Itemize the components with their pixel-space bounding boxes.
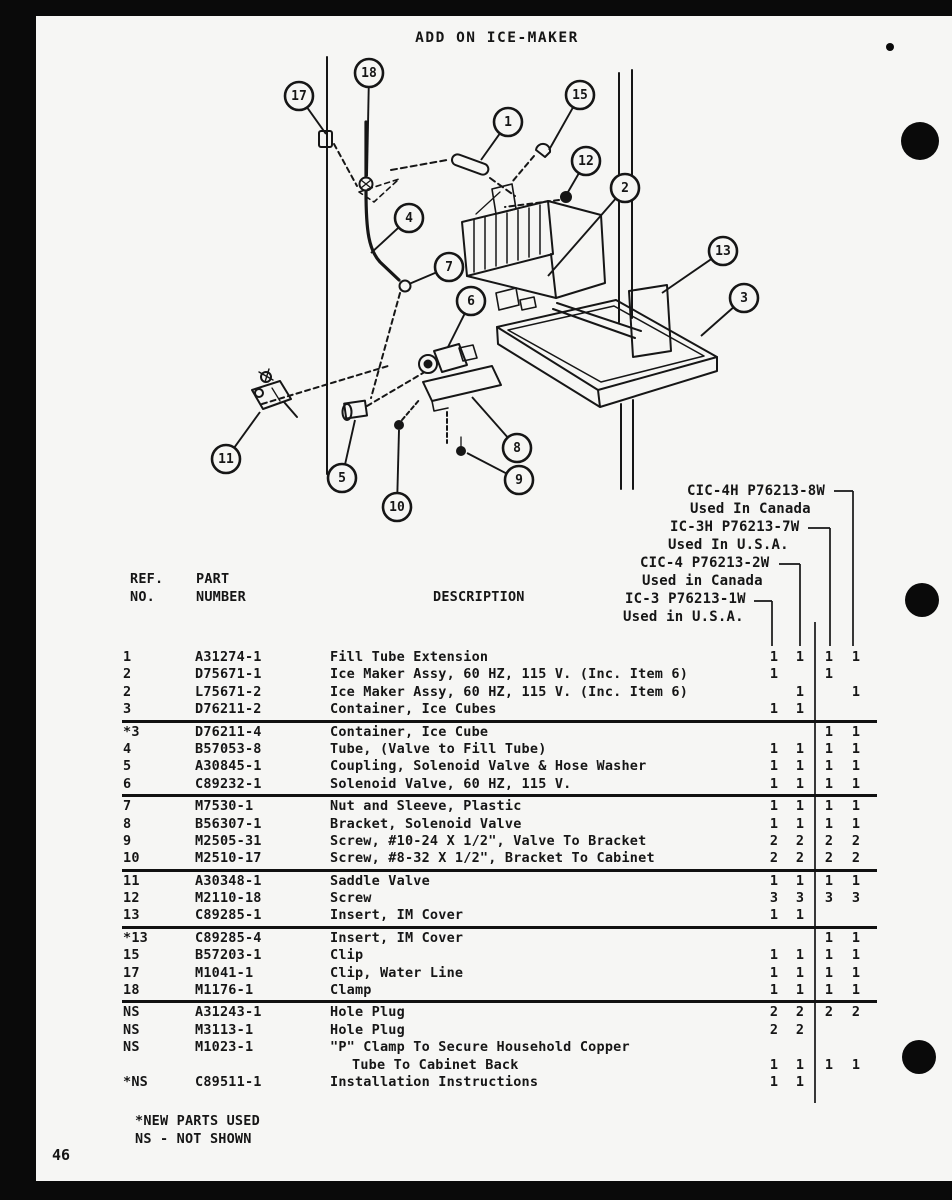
callout-number: 9	[515, 473, 523, 488]
cell-description: Tube, (Valve to Fill Tube)	[330, 740, 547, 757]
cell-qty-model-4: 1	[851, 947, 861, 964]
table-row	[122, 798, 879, 815]
cell-qty-model-4: 3	[851, 890, 861, 907]
cell-part-number: B57203-1	[195, 947, 262, 964]
callout-13	[662, 237, 737, 293]
im-cover-insert	[629, 285, 671, 357]
compression-nut	[400, 281, 411, 292]
table-row	[122, 890, 879, 907]
cell-part-number: M3113-1	[195, 1021, 254, 1038]
table-row	[122, 758, 879, 775]
cell-ref-no: NS	[123, 1004, 140, 1021]
cell-qty-model-3: 2	[824, 832, 834, 849]
cell-qty-model-1: 2	[769, 1004, 779, 1021]
callout-2	[548, 174, 639, 276]
cell-qty-model-4: 1	[851, 1056, 861, 1073]
screw-10	[395, 421, 403, 429]
cell-qty-model-3: 1	[824, 982, 834, 999]
cell-qty-model-1: 1	[769, 701, 779, 718]
cell-qty-model-4: 1	[851, 775, 861, 792]
table-row	[122, 816, 879, 833]
cell-qty-model-2: 1	[795, 740, 805, 757]
cell-part-number: D75671-1	[195, 666, 262, 683]
callout-leader-line	[448, 314, 465, 347]
cell-qty-model-3: 1	[824, 872, 834, 889]
cell-ref-no: 10	[123, 850, 140, 867]
cell-description: Tube To Cabinet Back	[352, 1056, 519, 1073]
cell-part-number: A30348-1	[195, 872, 262, 889]
cell-qty-model-1: 2	[769, 832, 779, 849]
cell-qty-model-4: 2	[851, 850, 861, 867]
cell-description: Insert, IM Cover	[330, 929, 464, 946]
callout-number: 12	[578, 154, 594, 169]
cell-description: Insert, IM Cover	[330, 907, 464, 924]
cell-ref-no: 13	[123, 907, 140, 924]
cell-qty-model-4: 1	[851, 964, 861, 981]
ice-cube-container	[497, 300, 717, 407]
cell-qty-model-2: 2	[795, 1021, 805, 1038]
col-header-description: DESCRIPTION	[433, 589, 525, 605]
cell-ref-no: 9	[123, 832, 132, 849]
cell-qty-model-1: 1	[769, 872, 779, 889]
page-title: ADD ON ICE-MAKER	[415, 30, 579, 46]
registration-dot	[902, 1040, 936, 1074]
cell-description: Installation Instructions	[330, 1073, 539, 1090]
table-row	[122, 776, 879, 793]
cell-description: Screw, #8-32 X 1/2", Bracket To Cabinet	[330, 850, 655, 867]
callout-number: 4	[405, 211, 413, 226]
registration-dot	[886, 43, 894, 51]
cell-qty-model-2: 1	[795, 1056, 805, 1073]
callout-1	[481, 108, 522, 160]
cell-description: Saddle Valve	[330, 872, 430, 889]
cell-qty-model-2: 1	[795, 907, 805, 924]
cabinet-right-edge	[619, 70, 633, 489]
callout-5	[328, 420, 356, 492]
ice-maker-assembly	[462, 184, 605, 310]
cell-qty-model-4: 1	[851, 649, 861, 665]
cell-qty-model-2: 1	[795, 758, 805, 775]
table-row	[122, 930, 879, 947]
callout-leader-line	[701, 307, 734, 336]
callout-leader-line	[367, 87, 369, 176]
table-row	[122, 701, 879, 718]
cell-ref-no: *3	[123, 723, 140, 740]
cell-ref-no: 11	[123, 872, 140, 889]
cell-qty-model-1: 1	[769, 798, 779, 815]
cell-ref-no: *13	[123, 929, 148, 946]
cell-qty-model-3: 1	[824, 666, 834, 683]
cell-part-number: C89511-1	[195, 1073, 262, 1090]
callout-number: 18	[361, 66, 377, 81]
cell-ref-no: 18	[123, 982, 140, 999]
cell-ref-no: 8	[123, 815, 132, 832]
cell-part-number: M1041-1	[195, 964, 254, 981]
cell-part-number: B56307-1	[195, 815, 262, 832]
callout-number: 8	[513, 441, 521, 456]
clip-dashed-line	[334, 144, 357, 186]
cell-ref-no: NS	[123, 1021, 140, 1038]
table-row	[122, 684, 879, 701]
diagram-line-art	[252, 57, 717, 489]
saddle-tap-dashed	[262, 366, 388, 404]
cell-ref-no: 3	[123, 701, 132, 718]
callout-leader-line	[345, 420, 355, 464]
model-label: CIC-4 P76213-2W	[640, 555, 770, 571]
screw-12	[561, 192, 571, 202]
callout-10	[383, 430, 411, 521]
callout-number: 7	[445, 260, 453, 275]
cell-qty-model-4: 1	[851, 929, 861, 946]
cell-qty-model-4: 1	[851, 798, 861, 815]
page-number: 46	[52, 1146, 71, 1164]
cell-qty-model-4: 1	[851, 872, 861, 889]
table-row	[122, 1022, 879, 1039]
cell-qty-model-4: 1	[851, 740, 861, 757]
cell-qty-model-1: 2	[769, 850, 779, 867]
cell-part-number: M1176-1	[195, 982, 254, 999]
model-usage: Used in Canada	[642, 573, 763, 589]
callout-leader-line	[549, 107, 573, 150]
cell-description: Screw, #10-24 X 1/2", Valve To Bracket	[330, 832, 647, 849]
callout-leader-line	[409, 272, 436, 284]
cell-qty-model-1: 1	[769, 775, 779, 792]
callout-4	[371, 204, 423, 253]
callout-17	[285, 82, 326, 134]
cell-ref-no: 2	[123, 683, 132, 700]
cell-qty-model-2: 1	[795, 947, 805, 964]
cell-qty-model-3: 1	[824, 758, 834, 775]
screw-10-dashed	[402, 399, 420, 420]
cell-description: Hole Plug	[330, 1021, 405, 1038]
cell-qty-model-1: 1	[769, 815, 779, 832]
cell-ref-no: 4	[123, 740, 132, 757]
cell-description: Coupling, Solenoid Valve & Hose Washer	[330, 758, 647, 775]
cell-part-number: M1023-1	[195, 1039, 254, 1056]
cell-part-number: C89232-1	[195, 775, 262, 792]
cell-qty-model-3: 1	[824, 815, 834, 832]
callout-number: 15	[572, 88, 588, 103]
cell-qty-model-4: 1	[851, 758, 861, 775]
cell-ref-no: 5	[123, 758, 132, 775]
callout-number: 10	[389, 500, 405, 515]
cell-qty-model-1: 3	[769, 890, 779, 907]
cell-qty-model-4: 1	[851, 982, 861, 999]
callout-number: 2	[621, 181, 629, 196]
callout-3	[701, 284, 758, 336]
cell-qty-model-2: 3	[795, 890, 805, 907]
cell-description: Fill Tube Extension	[330, 649, 489, 665]
cell-description: Clip, Water Line	[330, 964, 464, 981]
cell-qty-model-3: 1	[824, 740, 834, 757]
callout-11	[212, 412, 260, 473]
cell-description: Bracket, Solenoid Valve	[330, 815, 522, 832]
callout-8	[472, 397, 531, 462]
table-row	[122, 1074, 879, 1091]
cell-qty-model-3: 1	[824, 947, 834, 964]
tube-clamp	[536, 144, 550, 157]
callout-number: 17	[291, 89, 307, 104]
table-row	[122, 947, 879, 964]
screw-9	[457, 447, 465, 455]
solenoid-valve-assembly	[419, 344, 501, 443]
footnote-new-parts: *NEW PARTS USED	[135, 1113, 260, 1129]
col-header-ref-no: NO.	[130, 589, 155, 605]
cell-part-number: M7530-1	[195, 798, 254, 815]
callouts	[212, 59, 758, 521]
col-header-part: PART	[196, 571, 230, 587]
cell-qty-model-1: 1	[769, 1073, 779, 1090]
callout-leader-line	[234, 412, 260, 448]
callout-number: 1	[504, 115, 512, 130]
cell-ref-no: 2	[123, 666, 132, 683]
cell-qty-model-1: 1	[769, 649, 779, 665]
model-label: IC-3H P76213-7W	[670, 519, 800, 535]
cell-qty-model-1: 1	[769, 964, 779, 981]
cell-qty-model-3: 1	[824, 1056, 834, 1073]
model-label: IC-3 P76213-1W	[625, 591, 746, 607]
cell-description: Screw	[330, 890, 372, 907]
table-row	[122, 1004, 879, 1021]
cell-qty-model-1: 1	[769, 907, 779, 924]
cell-qty-model-2: 1	[795, 964, 805, 981]
callout-leader-line	[371, 227, 399, 253]
cell-qty-model-1: 1	[769, 666, 779, 683]
cell-description: Ice Maker Assy, 60 HZ, 115 V. (Inc. Item 6)	[330, 666, 689, 683]
callout-leader-line	[568, 173, 579, 192]
table-row	[122, 833, 879, 850]
table-row	[122, 666, 879, 683]
water-line-tube	[366, 122, 399, 280]
callout-leader-line	[662, 259, 711, 293]
table-row	[122, 741, 879, 758]
cell-part-number: M2510-17	[195, 850, 262, 867]
cell-description: Clip	[330, 947, 364, 964]
cell-ref-no: 15	[123, 947, 140, 964]
cell-description: Ice Maker Assy, 60 HZ, 115 V. (Inc. Item 6)	[330, 683, 689, 700]
cell-qty-model-2: 1	[795, 982, 805, 999]
callout-7	[409, 253, 463, 284]
cell-qty-model-2: 1	[795, 1073, 805, 1090]
model-usage: Used In U.S.A.	[668, 537, 789, 553]
cell-qty-model-1: 1	[769, 758, 779, 775]
model-label: CIC-4H P76213-8W	[687, 483, 826, 499]
tube-dashed-run	[371, 293, 400, 398]
cell-part-number: D76211-4	[195, 723, 262, 740]
table-row	[122, 982, 879, 999]
cell-qty-model-1: 2	[769, 1021, 779, 1038]
registration-dot	[905, 583, 939, 617]
callout-leader-line	[397, 430, 399, 493]
cell-ref-no: 12	[123, 890, 140, 907]
cell-part-number: A31274-1	[195, 649, 262, 665]
cell-qty-model-3: 1	[824, 798, 834, 815]
cell-qty-model-1: 1	[769, 1056, 779, 1073]
cell-qty-model-4: 1	[851, 723, 861, 740]
cell-part-number: B57053-8	[195, 740, 262, 757]
cell-qty-model-2: 1	[795, 872, 805, 889]
table-row	[122, 1057, 879, 1074]
cell-qty-model-4: 1	[851, 815, 861, 832]
cell-qty-model-2: 2	[795, 1004, 805, 1021]
callout-15	[549, 81, 594, 150]
callout-leader-line	[472, 397, 508, 438]
cell-part-number: M2110-18	[195, 890, 262, 907]
cell-part-number: D76211-2	[195, 701, 262, 718]
callout-number: 11	[218, 452, 234, 467]
model-usage: Used in U.S.A.	[623, 609, 744, 625]
cell-part-number: C89285-4	[195, 929, 262, 946]
cell-qty-model-3: 2	[824, 850, 834, 867]
cell-qty-model-4: 1	[851, 683, 861, 700]
cell-qty-model-3: 1	[824, 649, 834, 665]
cell-part-number: M2505-31	[195, 832, 262, 849]
callout-number: 5	[338, 471, 346, 486]
cell-description: Clamp	[330, 982, 372, 999]
cell-description: Container, Ice Cubes	[330, 701, 497, 718]
callout-leader-line	[307, 107, 326, 134]
callout-leader-line	[481, 133, 500, 160]
cell-ref-no: 7	[123, 798, 132, 815]
cell-qty-model-2: 1	[795, 683, 805, 700]
clamp-dashed	[512, 156, 534, 182]
parts-table	[122, 649, 879, 1091]
cell-qty-model-1: 1	[769, 947, 779, 964]
cell-qty-model-3: 1	[824, 964, 834, 981]
cell-ref-no: 17	[123, 964, 140, 981]
cell-part-number: A31243-1	[195, 1004, 262, 1021]
cell-qty-model-2: 1	[795, 775, 805, 792]
callout-12	[568, 147, 600, 192]
col-header-ref: REF.	[130, 571, 164, 587]
callout-6	[448, 287, 485, 347]
cell-description: "P" Clamp To Secure Household Copper	[330, 1039, 630, 1056]
cell-qty-model-2: 1	[795, 798, 805, 815]
cell-ref-no: *NS	[123, 1073, 148, 1090]
cell-description: Container, Ice Cube	[330, 723, 489, 740]
cell-qty-model-1: 1	[769, 740, 779, 757]
cabinet-ledge	[553, 303, 641, 338]
callout-18	[355, 59, 383, 176]
saddle-valve	[252, 369, 297, 417]
coupling-dashed	[367, 373, 423, 406]
cell-qty-model-3: 1	[824, 775, 834, 792]
cell-qty-model-4: 2	[851, 832, 861, 849]
callout-leader-line	[467, 453, 507, 474]
cell-part-number: A30845-1	[195, 758, 262, 775]
grommet-detail	[361, 180, 371, 188]
fill-dashed-line	[391, 160, 515, 196]
table-row	[122, 965, 879, 982]
cell-description: Hole Plug	[330, 1004, 405, 1021]
cell-qty-model-1: 1	[769, 982, 779, 999]
table-row	[122, 850, 879, 867]
cell-part-number: L75671-2	[195, 683, 262, 700]
callout-number: 13	[715, 244, 731, 259]
registration-dot	[901, 122, 939, 160]
cell-description: Nut and Sleeve, Plastic	[330, 798, 522, 815]
cell-part-number: C89285-1	[195, 907, 262, 924]
cell-qty-model-3: 3	[824, 890, 834, 907]
cell-description: Solenoid Valve, 60 HZ, 115 V.	[330, 775, 572, 792]
table-row	[122, 649, 879, 666]
registration-dots	[886, 43, 939, 1074]
callout-number: 3	[740, 291, 748, 306]
table-row	[122, 1039, 879, 1056]
cell-qty-model-2: 2	[795, 832, 805, 849]
cell-qty-model-2: 1	[795, 701, 805, 718]
cell-qty-model-2: 1	[795, 815, 805, 832]
cell-qty-model-2: 2	[795, 850, 805, 867]
table-row	[122, 724, 879, 741]
cell-qty-model-4: 2	[851, 1004, 861, 1021]
model-usage: Used In Canada	[690, 501, 811, 517]
callout-number: 6	[467, 294, 475, 309]
table-row	[122, 873, 879, 890]
cell-qty-model-3: 2	[824, 1004, 834, 1021]
cell-ref-no: NS	[123, 1039, 140, 1056]
cell-qty-model-3: 1	[824, 929, 834, 946]
cell-qty-model-2: 1	[795, 649, 805, 665]
cell-ref-no: 1	[123, 649, 132, 665]
cell-qty-model-3: 1	[824, 723, 834, 740]
table-row	[122, 907, 879, 924]
col-header-part-number: NUMBER	[196, 589, 246, 605]
cell-ref-no: 6	[123, 775, 132, 792]
footnote-not-shown: NS - NOT SHOWN	[135, 1131, 252, 1147]
